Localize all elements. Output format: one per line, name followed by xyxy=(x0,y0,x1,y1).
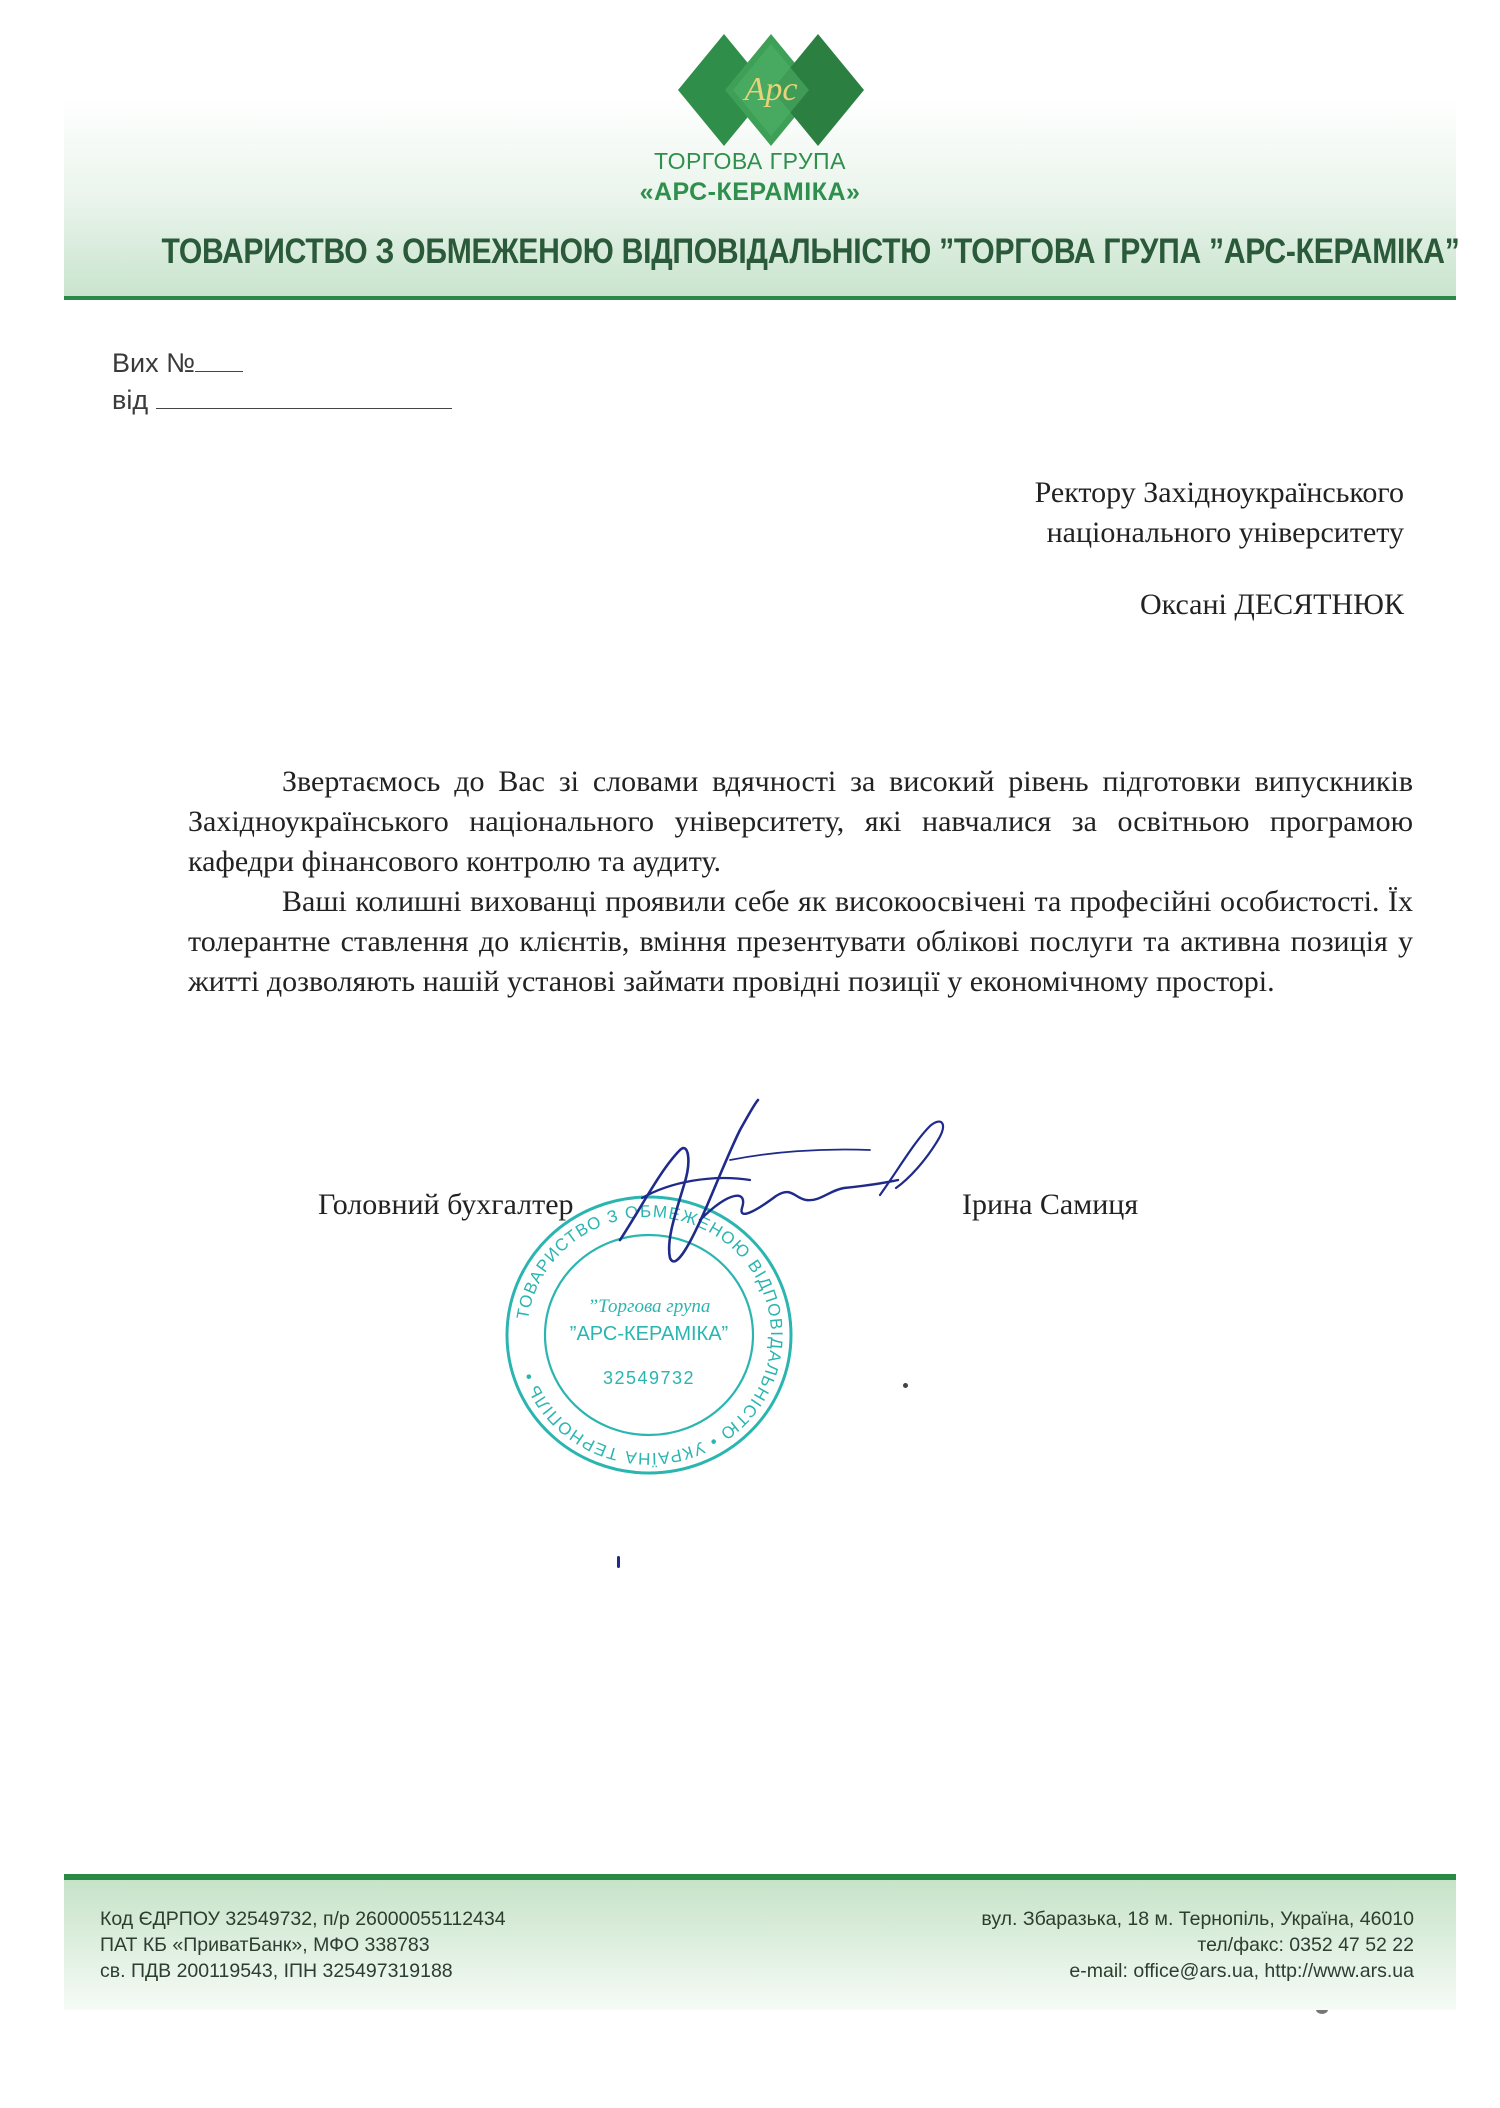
outgoing-date-blank xyxy=(156,408,452,409)
logo-text: Арс xyxy=(744,71,798,108)
stamp-code: 32549732 xyxy=(602,1368,696,1388)
paragraph-2-text: Ваші колишні вихованці проявили себе як високоосвічені та професійні особистості. Їх толерантне ставлення до клієнтів, вміння презентувати облікові послуги та активна позиція у житті дозволяють нашій установі займати провідні позиції у економічному просторі. xyxy=(188,885,1413,998)
stamp-line-1: ”Торгова група xyxy=(587,1296,711,1317)
addressee-name: Оксані ДЕСЯТНЮК xyxy=(1139,588,1404,621)
addressee-line-1: Ректору Західноукраїнського xyxy=(1034,476,1404,509)
footer-registry-code: Код ЄДРПОУ 32549732, п/р 26000055112434 xyxy=(100,1908,506,1930)
body-paragraph-2 xyxy=(188,882,1413,1002)
footer-contacts: e-mail: office@ars.ua, http://www.ars.ua xyxy=(1069,1960,1414,1982)
signatory-role: Головний бухгалтер xyxy=(318,1188,574,1221)
signatory-name: Ірина Самиця xyxy=(962,1188,1139,1221)
paragraph-1-text: Звертаємось до Вас зі словами вдячності за високий рівень підготовки випускників Західноукраїнського національного університету, які навчалися за освітньою програмою кафедри фінансового контролю та аудиту. xyxy=(188,765,1413,878)
company-logo xyxy=(678,34,864,146)
trade-group-label: ТОРГОВА ГРУПА xyxy=(654,148,846,174)
addressee-line-2: національного університету xyxy=(1046,516,1404,549)
outgoing-number xyxy=(112,348,243,379)
footer-address: вул. Збаразька, 18 м. Тернопіль, Україна, 46010 xyxy=(981,1908,1414,1930)
ink-mark xyxy=(617,1556,620,1568)
stamp-line-2: ”АРС-КЕРАМІКА” xyxy=(569,1323,729,1345)
outgoing-date-label: від xyxy=(112,385,149,415)
scan-speck xyxy=(903,1383,908,1388)
outgoing-number-blank xyxy=(195,371,243,372)
outgoing-number-label: Вих № xyxy=(112,348,196,378)
footer-bank: ПАТ КБ «ПриватБанк», МФО 338783 xyxy=(100,1934,430,1956)
header-divider xyxy=(64,296,1456,300)
brand-name: «АРС-КЕРАМІКА» xyxy=(639,178,861,206)
handwritten-signature xyxy=(580,1090,980,1290)
outgoing-date xyxy=(112,385,452,416)
stamp-ring-text: ТОВАРИСТВО З ОБМЕЖЕНОЮ ВІДПОВІДАЛЬНІСТЮ • УКРАЇНА ТЕРНОПІЛЬ • xyxy=(513,1201,787,1469)
body-paragraph-1 xyxy=(188,762,1413,882)
footer-tax-ids: св. ПДВ 200119543, ІПН 325497319188 xyxy=(100,1960,453,1982)
company-full-name: ТОВАРИСТВО З ОБМЕЖЕНОЮ ВІДПОВІДАЛЬНІСТЮ ”ТОРГОВА ГРУПА ”АРС-КЕРАМІКА” xyxy=(161,232,1460,271)
footer-phone: тел/факс: 0352 47 52 22 xyxy=(1197,1934,1414,1956)
